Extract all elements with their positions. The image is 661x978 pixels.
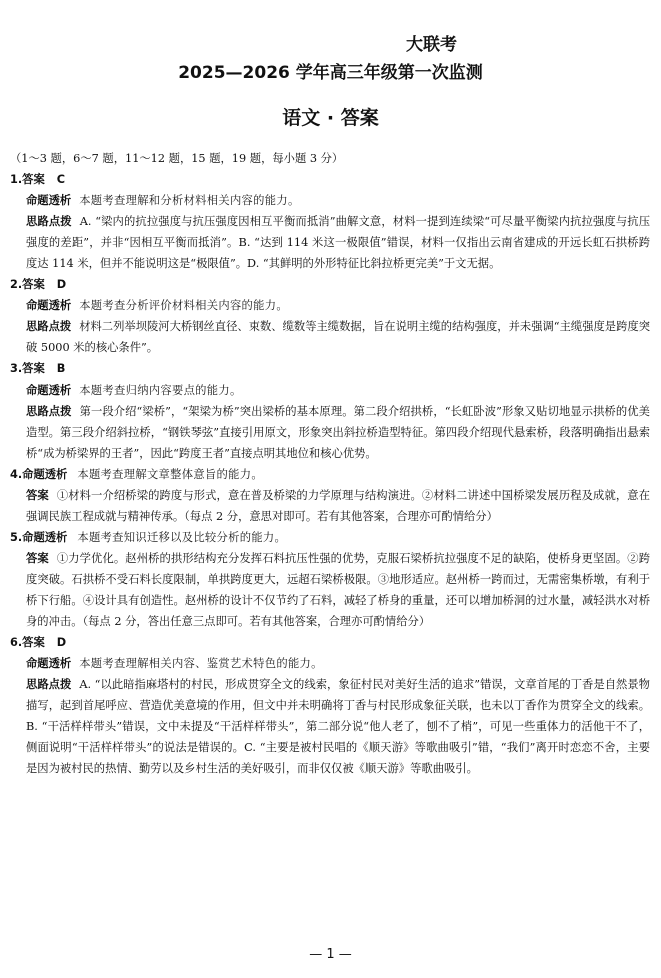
intent-line [10,464,650,485]
question-number: 2. [10,278,23,292]
question-5 [10,527,650,632]
intent-text: 本题考查知识迁移以及比较分析的能力。 [77,530,287,544]
answer-label: 答案 [22,636,45,650]
answer-line [10,632,650,653]
hint-text: 材料二列举坝陵河大桥钢丝直径、束数、缆数等主缆数据，旨在说明主缆的结构强度，并未强调“主缆强度是跨度突破 5000 米的核心条件”。 [26,320,650,355]
question-number: 4. [10,467,23,481]
question-3 [10,358,650,463]
answer-line [10,169,650,190]
answer-label: 答案 [26,551,49,565]
intent-line [10,527,650,548]
answer-value: D [56,278,67,292]
question-number: 6. [10,636,23,650]
answer-label: 答案 [22,362,45,376]
hint-row [10,401,650,464]
scoring-note: （1～3 题，6～7 题，11～12 题，15 题，19 题，每小题 3 分） [10,152,344,165]
question-6 [10,632,650,779]
intent-label: 命题透析 [26,383,72,397]
answer-label: 答案 [22,278,45,292]
hint-label: 思路点拨 [26,320,72,334]
hint-row [10,316,650,358]
intent-label: 命题透析 [22,467,68,481]
intent-text: 本题考查理解相关内容、鉴赏艺术特色的能力。 [79,657,323,671]
intent-label: 命题透析 [26,299,72,313]
intent-label: 命题透析 [26,657,72,671]
answer-label: 答案 [22,173,45,187]
question-number: 5. [10,530,23,544]
intent-row [10,295,650,316]
intent-row [10,380,650,401]
answer-value: C [56,173,66,187]
hint-text: 第一段介绍“梁桥”，“架梁为桥”突出梁桥的基本原理。第二段介绍拱桥，“长虹卧波”形象又贴切地显示拱桥的优美造型。第三段介绍斜拉桥，“钢铁琴弦”直接引用原文，形象突出斜拉桥造型特征。第四段介绍现代悬索桥，段落明确指出悬索桥“成为桥梁界的王者”，因此“跨度王者”直接点明其地位和核心优势。 [26,404,650,460]
question-1 [10,169,650,274]
answer-body [10,148,650,779]
hint-text: A. “梁内的抗拉强度与抗压强度因相互平衡而抵消”曲解文意，材料一提到连续梁“可尽量平衡梁内抗拉强度与抗压强度的差距”，并非“因相互平衡而抵消”。B. “达到 114 米这一极限值”错误，材料一仅指出云南省建成的开远长虹石拱桥跨度达 114 米，但并不能说明这是“极限值”。D. “其鲜明的外形特征比斜拉桥更完美”于文无据。 [26,215,650,271]
intent-label: 命题透析 [22,530,68,544]
intent-text: 本题考查理解文章整体意旨的能力。 [77,467,263,481]
intent-text: 本题考查分析评价材料相关内容的能力。 [79,299,288,313]
intent-row [10,190,650,211]
intent-text: 本题考查理解和分析材料相关内容的能力。 [79,194,300,208]
hint-label: 思路点拨 [26,404,72,418]
answer-row [10,485,650,527]
answer-value: B [56,362,66,376]
hint-label: 思路点拨 [26,215,72,229]
hint-row [10,211,650,274]
hint-text: A. “以此暗指麻塔村的村民，形成贯穿全文的线索，象征村民对美好生活的追求”错误，文章首尾的丁香是自然景物描写，起到首尾呼应、营造优美意境的作用，但文中并未明确将丁香与村民形成象征关联，也未以丁香作为贯穿全文的线索。B. “干活样样带头”错误，文中未提及“干活样样带头”，第二部分说“他人老了，刨不了梢”，可见一些重体力的活他干不了，侧面说明“干活样样带头”的说法是错误的。C. “主要是被村民唱的《顺天游》等歌曲吸引”错，“我们”离开时恋恋不舍，主要是因为被村民的热情、勤劳以及乡村生活的美好吸引，而非仅仅被《顺天游》等歌曲吸引。 [26,678,650,776]
page-number: — 1 — [309,947,352,962]
question-number: 1. [10,173,23,187]
exam-organizer: 大联考 [406,35,457,55]
question-number: 3. [10,362,23,376]
answer-value: D [56,636,67,650]
answer-line [10,358,650,379]
answer-label: 答案 [26,488,49,502]
answer-row [10,548,650,632]
hint-label: 思路点拨 [26,678,72,692]
question-4 [10,464,650,527]
document-title: 语文 · 答案 [282,107,379,129]
answer-line [10,274,650,295]
answer-text: ①材料一介绍桥梁的跨度与形式，意在普及桥梁的力学原理与结构演进。②材料二讲述中国桥梁发展历程及成就，意在强调民族工程成就与精神传承。（每点 2 分，意思对即可。若有其他答案，合理亦可酌情给分） [26,488,650,523]
hint-row [10,674,650,779]
question-2 [10,274,650,358]
exam-title: 2025—2026 学年高三年级第一次监测 [178,63,483,83]
intent-label: 命题透析 [26,194,72,208]
intent-text: 本题考查归纳内容要点的能力。 [79,383,242,397]
answer-text: ①力学优化。赵州桥的拱形结构充分发挥石料抗压性强的优势，克服石梁桥抗拉强度不足的缺陷，使桥身更坚固。②跨度突破。石拱桥不受石料长度限制，单拱跨度更大，远超石梁桥极限。③地形适应。赵州桥一跨而过，无需密集桥墩，有利于桥下行船。④设计具有创造性。赵州桥的设计不仅节约了石料，减轻了桥身的重量，还可以增加桥洞的过水量，减轻洪水对桥身的冲击。（每点 2 分，答出任意三点即可。若有其他答案，合理亦可酌情给分） [26,551,650,629]
intent-row [10,653,650,674]
